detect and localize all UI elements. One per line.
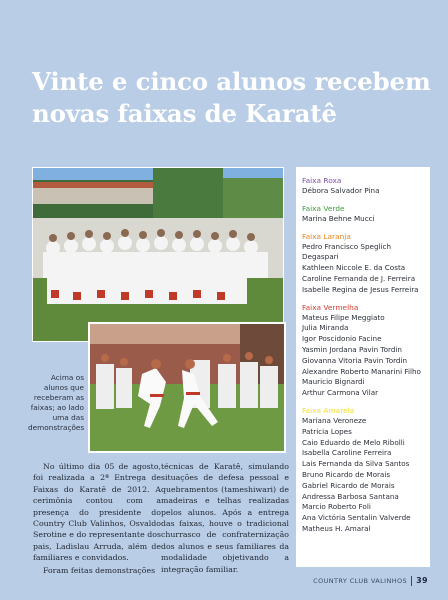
student-name: Matheus H. Amaral [302,523,371,533]
footer-divider [411,576,412,586]
magazine-name: COUNTRY CLUB VALINHOS [313,577,408,585]
student-name: Ana Victória Sentalin Valverde [302,513,411,523]
student-name: Mauricio Bignardi [302,377,365,387]
student-name: Bruno Ricardo de Morais [302,469,391,479]
student-name: Andressa Barbosa Santana [302,491,399,501]
student-name: Isabelle Regina de Jesus Ferreira [302,284,419,294]
student-name: Mariana Veroneze [302,415,367,425]
demonstration-photo [88,322,286,453]
student-name: Yasmin Jordana Pavin Tordin [302,344,402,354]
student-name: Igor Poscidonio Facine [302,334,382,344]
belt-title: Faixa Verde [302,203,345,213]
group-photo [32,167,284,342]
student-name: Kathleen Niccole E. da Costa [302,263,406,273]
belt-group-orange [302,231,430,296]
paragraph: No último dia 05 de agosto, foi realizada a 2ª Entrega de Faixas do Karatê de 2012. A cerimônia contou com a presença do presidente do Country Club Valinhos, Osvaldo Serotine e do representante dos pais, Ladislau Arruda, além de familiares e convidados. [33,462,161,563]
page-footer [313,576,428,586]
student-name: Patricia Lopes [302,426,352,436]
page-number: 39 [416,576,428,585]
belt-group-green [302,203,430,225]
student-name: Débora Salvador Pina [302,186,380,195]
belt-group-red [302,302,430,399]
belt-title: Faixa Laranja [302,231,351,241]
student-name: Marcio Roberto Foli [302,502,371,512]
student-name: Marina Behne Mucci [302,213,375,223]
belt-group-yellow [302,405,430,535]
student-name: Arthur Carmona Vilar [302,388,379,398]
article-body-column-1 [33,461,161,577]
student-name: Julia Miranda [302,323,349,333]
belt-group-purple [302,175,430,197]
paragraph: técnicas de Karatê, simulando situações de defesa pessoal e quebramentos (tameshiwari) de madeiras e telhas realizadas pelos alunos. Após a entrega das faixas, houve o tradicional churrasco de confraternização dos alunos e seus familiares da modalidade objetivando a integração familiar. [161,462,289,574]
photo-caption: Acima os alunos que receberam as faixas; ao lado uma das demonstrações [28,373,85,432]
student-name: Alexandre Roberto Manarini Filho [302,366,421,376]
student-name: Giovanna Vitoria Pavin Tordin [302,355,408,365]
student-name: Caio Eduardo de Melo Ribolli [302,437,405,447]
student-name: Gabriel Ricardo de Morais [302,480,395,490]
article-title: Vinte e cinco alunos recebem novas faixas de Karatê [32,67,431,128]
student-name: Isabella Caroline Ferreira [302,448,392,458]
student-name: Lais Fernanda da Silva Santos [302,459,410,469]
student-name: Pedro Francisco Speglich [302,241,392,251]
belt-title: Faixa Vermelha [302,302,359,312]
article-body-column-2 [161,461,289,576]
student-name: Mateus Filipe Meggiato [302,312,385,322]
belt-list [296,167,430,567]
belt-title: Faixa Amarela [302,405,355,415]
student-name: Degaspari [302,252,339,262]
student-name: Caroline Fernanda de J. Ferreira [302,273,416,283]
paragraph: Foram feitas demonstrações [43,565,156,575]
belt-title: Faixa Roxa [302,176,342,185]
